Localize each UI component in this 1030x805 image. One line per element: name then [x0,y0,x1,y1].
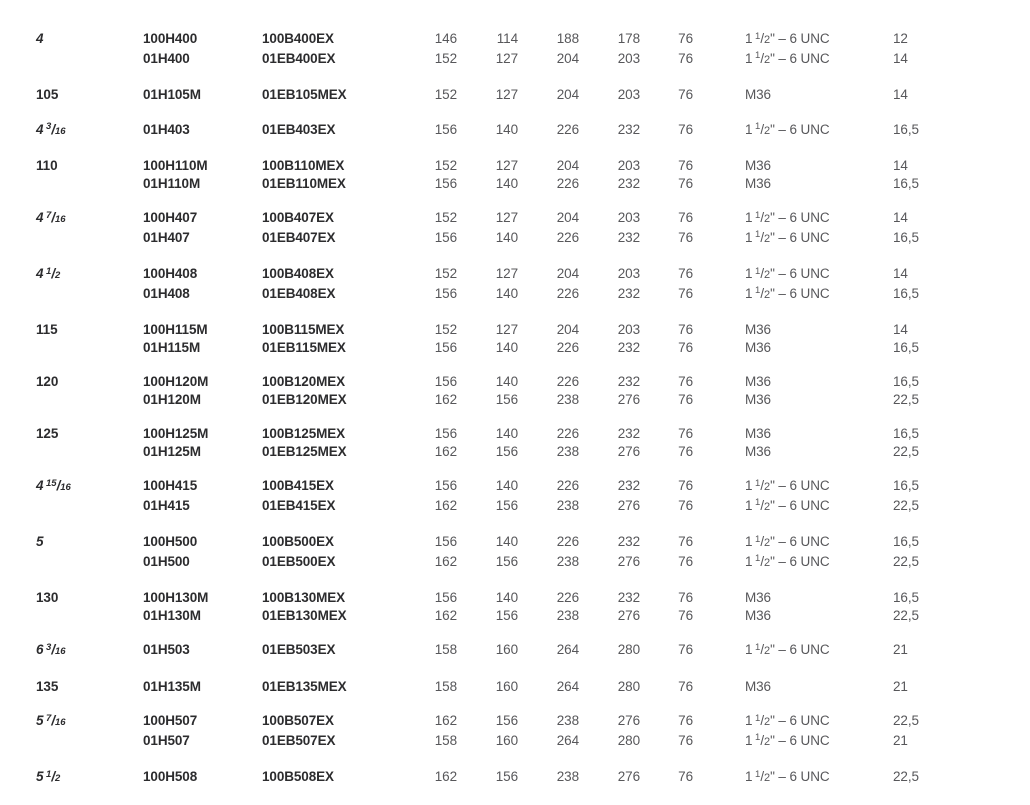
table-group [36,712,1030,751]
dimension-cell: 162 [434,607,457,623]
dimension-cell: 232 [617,121,640,137]
table-group [36,678,1030,696]
dimension-cell: 76 [678,732,693,748]
dimension-cell: 204 [556,322,579,337]
size-cell [36,175,143,193]
designation-a-cell: 100H508 [143,769,198,784]
table-group [36,477,1030,516]
designation-b-cell: 01EB407EX [262,229,336,245]
dimension-cell: 226 [556,175,579,191]
designation-a-cell: 01H135M [143,678,201,694]
dimension-cell: 156 [495,713,518,728]
dimension-cell: 152 [434,322,457,337]
dimension-cell: 76 [678,534,693,549]
size-cell: 110 [36,158,58,173]
mass-cell: 14 [893,322,908,337]
dimension-cell: 162 [434,497,457,513]
dimension-cell: 226 [556,374,579,389]
dimension-cell: 156 [495,497,518,513]
mass-cell: 14 [893,50,908,66]
size-cell [36,607,143,625]
thread-spec-cell: 1 $^1$/2" – 6 UNC [745,121,830,137]
size-cell: 4 $^3$/16 [36,121,66,137]
designation-b-cell: 01EB503EX [262,642,336,657]
dimension-cell: 76 [678,374,693,389]
dimension-cell: 127 [495,50,518,66]
dimension-cell: 76 [678,713,693,728]
designation-b-cell: 01EB135MEX [262,678,347,694]
dimension-cell: 140 [495,121,518,137]
designation-b-cell: 100B507EX [262,713,334,728]
mass-cell: 16,5 [893,229,919,245]
dimension-cell: 264 [556,732,579,748]
dimension-cell: 76 [678,121,693,137]
thread-spec-cell: M36 [745,607,771,623]
size-cell: 5 $^7$/16 [36,712,66,728]
dimension-cell: 127 [495,210,518,225]
mass-cell: 22,5 [893,497,919,513]
mass-cell: 16,5 [893,478,919,493]
designation-b-cell: 01EB415EX [262,497,336,513]
dimension-cell: 276 [617,443,640,459]
dimension-cell: 156 [495,553,518,569]
dimension-cell: 76 [678,285,693,301]
dimension-cell: 76 [678,478,693,493]
designation-b-cell: 01EB400EX [262,50,336,66]
thread-spec-cell: 1 $^1$/2" – 6 UNC [745,533,830,549]
designation-a-cell: 01H400 [143,50,190,66]
dimension-cell: 76 [678,678,693,694]
designation-a-cell: 100H507 [143,713,198,728]
dimension-cell: 140 [495,285,518,301]
dimension-cell: 76 [678,31,693,46]
size-cell [36,50,143,70]
designation-b-cell: 01EB403EX [262,121,336,137]
table-group [36,768,1030,788]
size-cell: 4 [36,31,44,46]
dimension-cell: 280 [617,678,640,694]
designation-b-cell: 100B120MEX [262,374,346,389]
size-cell: 130 [36,590,59,605]
thread-spec-cell: M36 [745,87,771,102]
designation-b-cell: 01EB120MEX [262,391,347,407]
thread-spec-cell: 1 $^1$/2" – 6 UNC [745,553,830,569]
mass-cell: 16,5 [893,285,919,301]
designation-b-cell: 100B408EX [262,266,334,281]
dimension-cell: 127 [495,322,518,337]
dimension-cell: 76 [678,590,693,605]
dimension-cell: 140 [495,175,518,191]
table-group [36,30,1030,69]
designation-b-cell: 100B130MEX [262,590,346,605]
table-group [36,86,1030,104]
dimension-cell: 140 [495,590,518,605]
dimension-cell: 76 [678,769,693,784]
designation-a-cell: 01H408 [143,285,190,301]
dimension-cell: 238 [556,713,579,728]
table-group [36,321,1030,356]
dimension-cell: 280 [617,732,640,748]
size-cell: 105 [36,87,59,102]
dimension-cell: 146 [434,31,457,46]
dimension-cell: 158 [434,642,457,657]
dimension-cell: 158 [434,732,457,748]
size-cell: 4 $^{15}$/16 [36,477,71,493]
dimension-cell: 76 [678,497,693,513]
designation-a-cell: 01H105M [143,87,201,102]
dimension-cell: 127 [495,87,518,102]
dimension-cell: 203 [617,158,640,173]
dimension-cell: 238 [556,391,579,407]
dimension-cell: 178 [617,31,640,46]
dimension-cell: 232 [617,590,640,605]
size-cell [36,732,143,752]
mass-cell: 12 [893,31,908,46]
thread-spec-cell: 1 $^1$/2" – 6 UNC [745,477,830,493]
dimension-cell: 76 [678,87,693,102]
dimension-cell: 264 [556,678,579,694]
dimension-cell: 76 [678,339,693,355]
dimension-cell: 204 [556,266,579,281]
mass-cell: 14 [893,210,908,225]
dimension-cell: 276 [617,769,640,784]
designation-b-cell: 01EB125MEX [262,443,347,459]
dimension-cell: 232 [617,175,640,191]
dimension-cell: 76 [678,50,693,66]
dimension-cell: 76 [678,642,693,657]
designation-a-cell: 100H408 [143,266,198,281]
table-group [36,425,1030,460]
dimension-cell: 203 [617,50,640,66]
dimension-cell: 156 [434,229,457,245]
mass-cell: 16,5 [893,426,919,441]
dimension-cell: 156 [434,478,457,493]
designation-a-cell: 01H503 [143,642,190,657]
designation-a-cell: 01H403 [143,121,190,137]
dimension-cell: 156 [434,374,457,389]
dimension-cell: 76 [678,229,693,245]
designation-a-cell: 01H115M [143,339,201,355]
dimension-cell: 232 [617,339,640,355]
mass-cell: 22,5 [893,607,919,623]
thread-spec-cell: 1 $^1$/2" – 6 UNC [745,712,830,728]
size-cell: 120 [36,374,59,389]
dimension-cell: 140 [495,374,518,389]
dimension-cell: 127 [495,158,518,173]
dimension-cell: 204 [556,158,579,173]
designation-a-cell: 01H415 [143,497,190,513]
dimension-cell: 232 [617,374,640,389]
designation-a-cell: 100H115M [143,322,208,337]
dimension-cell: 188 [556,31,579,46]
thread-spec-cell: M36 [745,158,771,173]
mass-cell: 16,5 [893,339,919,355]
thread-spec-cell: M36 [745,590,771,605]
size-cell [36,391,143,409]
dimension-cell: 238 [556,443,579,459]
designation-b-cell: 100B500EX [262,534,334,549]
mass-cell: 16,5 [893,175,919,191]
dimension-cell: 264 [556,642,579,657]
dimension-cell: 162 [434,553,457,569]
dimension-cell: 76 [678,607,693,623]
size-cell [36,229,143,249]
dimension-cell: 156 [434,590,457,605]
dimension-cell: 276 [617,713,640,728]
table-group [36,373,1030,408]
designation-a-cell: 100H130M [143,590,209,605]
thread-spec-cell: 1 $^1$/2" – 6 UNC [745,732,830,748]
dimension-cell: 162 [434,713,457,728]
designation-b-cell: 100B508EX [262,769,334,784]
dimension-cell: 232 [617,534,640,549]
dimension-cell: 232 [617,426,640,441]
dimension-cell: 204 [556,210,579,225]
thread-spec-cell: 1 $^1$/2" – 6 UNC [745,641,830,657]
designation-a-cell: 01H500 [143,553,190,569]
designation-b-cell: 100B110MEX [262,158,345,173]
dimension-cell: 226 [556,478,579,493]
thread-spec-cell: 1 $^1$/2" – 6 UNC [745,229,830,245]
size-cell: 135 [36,678,59,694]
thread-spec-cell: 1 $^1$/2" – 6 UNC [745,50,830,66]
designation-b-cell: 01EB130MEX [262,607,347,623]
designation-a-cell: 01H130M [143,607,201,623]
dimension-cell: 140 [495,534,518,549]
designation-a-cell: 01H125M [143,443,201,459]
designation-b-cell: 100B415EX [262,478,334,493]
size-cell: 4 $^7$/16 [36,209,66,225]
designation-a-cell: 01H120M [143,391,201,407]
mass-cell: 14 [893,266,908,281]
dimension-cell: 162 [434,769,457,784]
thread-spec-cell: M36 [745,339,771,355]
dimension-cell: 140 [495,426,518,441]
dimension-cell: 156 [434,285,457,301]
dimension-cell: 76 [678,391,693,407]
dimension-cell: 156 [434,426,457,441]
designation-a-cell: 01H407 [143,229,190,245]
thread-spec-cell: M36 [745,322,771,337]
dimension-cell: 76 [678,158,693,173]
mass-cell: 16,5 [893,534,919,549]
dimension-cell: 76 [678,426,693,441]
dimension-cell: 76 [678,553,693,569]
dimension-cell: 156 [495,607,518,623]
mass-cell: 16,5 [893,590,919,605]
dimension-cell: 226 [556,121,579,137]
mass-cell: 22,5 [893,553,919,569]
table-group [36,533,1030,572]
dimension-cell: 226 [556,426,579,441]
dimension-cell: 238 [556,553,579,569]
designation-b-cell: 01EB500EX [262,553,336,569]
designation-b-cell: 100B125MEX [262,426,346,441]
dimension-cell: 276 [617,391,640,407]
size-cell: 4 $^1$/2 [36,265,61,281]
designation-a-cell: 100H415 [143,478,198,493]
designation-b-cell: 01EB115MEX [262,339,346,355]
dimension-cell: 156 [495,443,518,459]
dimension-cell: 162 [434,391,457,407]
dimension-cell: 204 [556,87,579,102]
dimension-cell: 276 [617,607,640,623]
table-group [36,265,1030,304]
thread-spec-cell: 1 $^1$/2" – 6 UNC [745,497,830,513]
dimension-cell: 226 [556,285,579,301]
size-cell: 6 $^3$/16 [36,641,66,657]
dimension-cell: 276 [617,553,640,569]
dimension-cell: 232 [617,229,640,245]
thread-spec-cell: M36 [745,175,771,191]
size-cell: 5 $^1$/2 [36,768,61,784]
designation-a-cell: 01H507 [143,732,190,748]
table-group [36,209,1030,248]
dimension-cell: 152 [434,87,457,102]
designation-a-cell: 100H407 [143,210,198,225]
dimension-cell: 152 [434,50,457,66]
dimension-cell: 226 [556,534,579,549]
dimension-cell: 152 [434,210,457,225]
mass-cell: 22,5 [893,391,919,407]
dimension-cell: 152 [434,266,457,281]
thread-spec-cell: M36 [745,443,771,459]
designation-b-cell: 100B407EX [262,210,334,225]
thread-spec-cell: 1 $^1$/2" – 6 UNC [745,30,830,46]
designation-b-cell: 01EB105MEX [262,87,347,102]
table-group [36,157,1030,192]
thread-spec-cell: 1 $^1$/2" – 6 UNC [745,285,830,301]
size-cell [36,285,143,305]
mass-cell: 21 [893,678,908,694]
dimension-cell: 156 [434,534,457,549]
thread-spec-cell: 1 $^1$/2" – 6 UNC [745,768,830,784]
mass-cell: 14 [893,158,908,173]
table-group [36,641,1030,661]
size-cell: 5 [36,534,44,549]
dimension-cell: 76 [678,443,693,459]
thread-spec-cell: M36 [745,374,771,389]
dimension-cell: 156 [434,339,457,355]
mass-cell: 21 [893,732,908,748]
designation-b-cell: 100B400EX [262,31,334,46]
dimension-cell: 76 [678,210,693,225]
thread-spec-cell: 1 $^1$/2" – 6 UNC [745,265,830,281]
size-cell: 115 [36,322,58,337]
dimension-cell: 156 [495,769,518,784]
size-cell [36,553,143,573]
size-cell [36,339,143,357]
designation-a-cell: 100H125M [143,426,209,441]
dimension-cell: 203 [617,322,640,337]
designation-a-cell: 100H110M [143,158,208,173]
dimension-cell: 140 [495,339,518,355]
dimension-cell: 156 [434,121,457,137]
dimension-cell: 238 [556,769,579,784]
designation-a-cell: 100H400 [143,31,198,46]
dimension-cell: 160 [495,732,518,748]
dimension-cell: 226 [556,590,579,605]
dimension-cell: 152 [434,158,457,173]
dimension-cell: 76 [678,266,693,281]
mass-cell: 16,5 [893,121,919,137]
dimension-cell: 280 [617,642,640,657]
dimension-cell: 232 [617,478,640,493]
dimension-cell: 162 [434,443,457,459]
dimension-cell: 238 [556,607,579,623]
dimension-cell: 114 [496,31,518,46]
thread-spec-cell: M36 [745,391,771,407]
table-group [36,121,1030,141]
size-cell [36,443,143,461]
dimension-cell: 140 [495,478,518,493]
mass-cell: 21 [893,642,908,657]
dimension-cell: 203 [617,210,640,225]
dimension-cell: 156 [434,175,457,191]
dimension-cell: 76 [678,322,693,337]
designation-b-cell: 01EB110MEX [262,175,346,191]
designation-b-cell: 100B115MEX [262,322,345,337]
mass-cell: 22,5 [893,713,919,728]
sleeve-dimension-table [0,30,1030,805]
dimension-cell: 158 [434,678,457,694]
thread-spec-cell: M36 [745,426,771,441]
dimension-cell: 140 [495,229,518,245]
dimension-cell: 226 [556,229,579,245]
designation-a-cell: 100H120M [143,374,209,389]
designation-b-cell: 01EB507EX [262,732,336,748]
dimension-cell: 232 [617,285,640,301]
dimension-cell: 203 [617,266,640,281]
dimension-cell: 203 [617,87,640,102]
size-cell [36,497,143,517]
table-group [36,589,1030,624]
dimension-cell: 156 [495,391,518,407]
thread-spec-cell: 1 $^1$/2" – 6 UNC [745,209,830,225]
mass-cell: 22,5 [893,769,919,784]
thread-spec-cell: M36 [745,678,771,694]
mass-cell: 22,5 [893,443,919,459]
mass-cell: 16,5 [893,374,919,389]
designation-b-cell: 01EB408EX [262,285,336,301]
dimension-cell: 276 [617,497,640,513]
mass-cell: 14 [893,87,908,102]
dimension-cell: 76 [678,175,693,191]
dimension-cell: 204 [556,50,579,66]
dimension-cell: 160 [495,642,518,657]
dimension-cell: 127 [495,266,518,281]
designation-a-cell: 01H110M [143,175,201,191]
dimension-cell: 160 [495,678,518,694]
designation-a-cell: 100H500 [143,534,198,549]
dimension-cell: 226 [556,339,579,355]
dimension-cell: 238 [556,497,579,513]
size-cell: 125 [36,426,59,441]
